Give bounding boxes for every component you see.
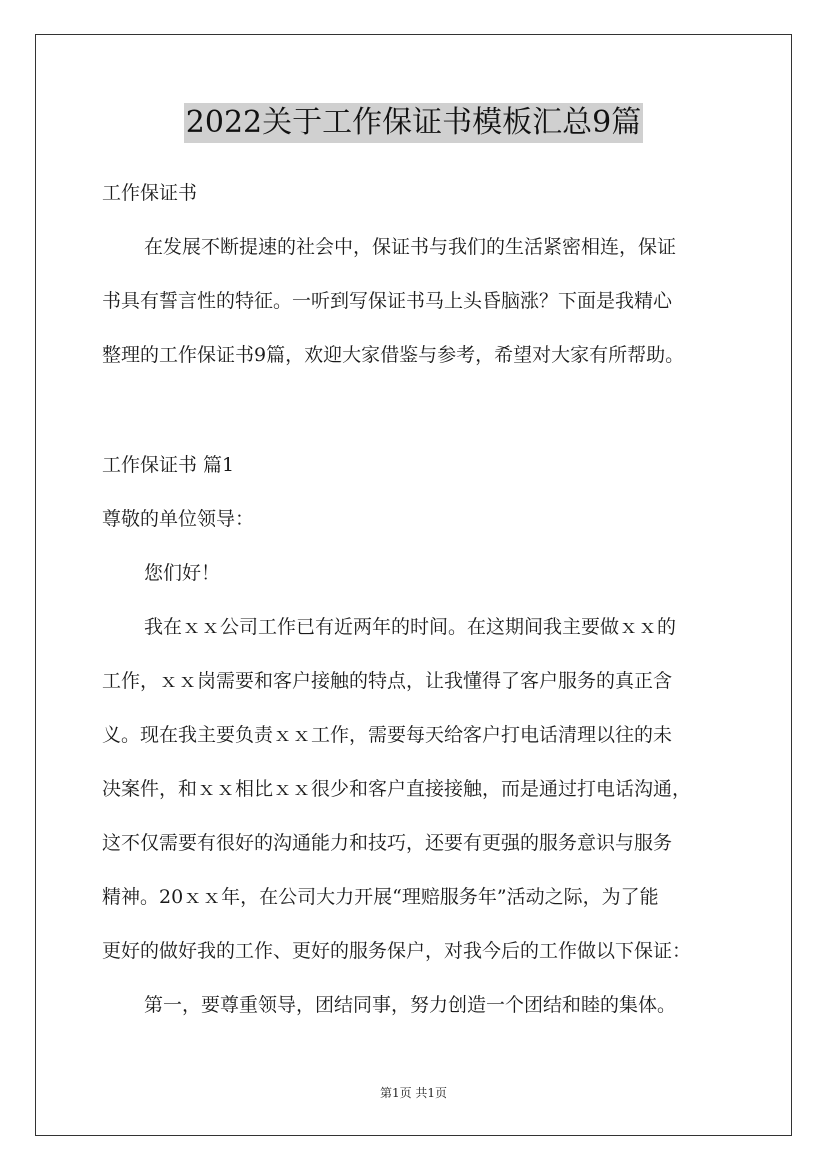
body-line-4: 决案件，和ｘｘ相比ｘｘ很少和客户直接接触，而是通过打电话沟通， [102,778,692,800]
greeting: 您们好！ [144,562,221,584]
body-line-5: 这不仅需要有很好的沟通能力和技巧，还要有更强的服务意识与服务 [102,832,673,854]
intro-line-1: 在发展不断提速的社会中，保证书与我们的生活紧密相连，保证 [144,236,677,258]
body-line-3: 义。现在我主要负责ｘｘ工作，需要每天给客户打电话清理以往的未 [102,724,673,746]
body-line-1: 我在ｘｘ公司工作已有近两年的时间。在这期间我主要做ｘｘ的 [144,616,677,638]
title-container [0,103,827,143]
body-line-7: 更好的做好我的工作、更好的服务保户，对我今后的工作做以下保证： [102,940,692,962]
intro-line-3: 整理的工作保证书9篇，欢迎大家借鉴与参考，希望对大家有所帮助。 [102,344,685,366]
body-line-6: 精神。20ｘｘ年，在公司大力开展“理赔服务年”活动之际，为了能 [102,886,659,908]
salutation: 尊敬的单位领导： [102,508,255,530]
intro-line-2: 书具有誓言性的特征。一听到写保证书马上头昏脑涨？下面是我精心 [102,290,673,312]
body-line-2: 工作，ｘｘ岗需要和客户接触的特点，让我懂得了客户服务的真正含 [102,670,673,692]
section-heading: 工作保证书 [102,182,198,204]
page-footer: 第1页 共1页 [379,1086,448,1100]
body-line-8: 第一，要尊重领导，团结同事，努力创造一个团结和睦的集体。 [144,994,677,1016]
chapter-heading: 工作保证书 篇1 [102,454,235,476]
document-title: 2022关于工作保证书模板汇总9篇 [184,103,643,143]
